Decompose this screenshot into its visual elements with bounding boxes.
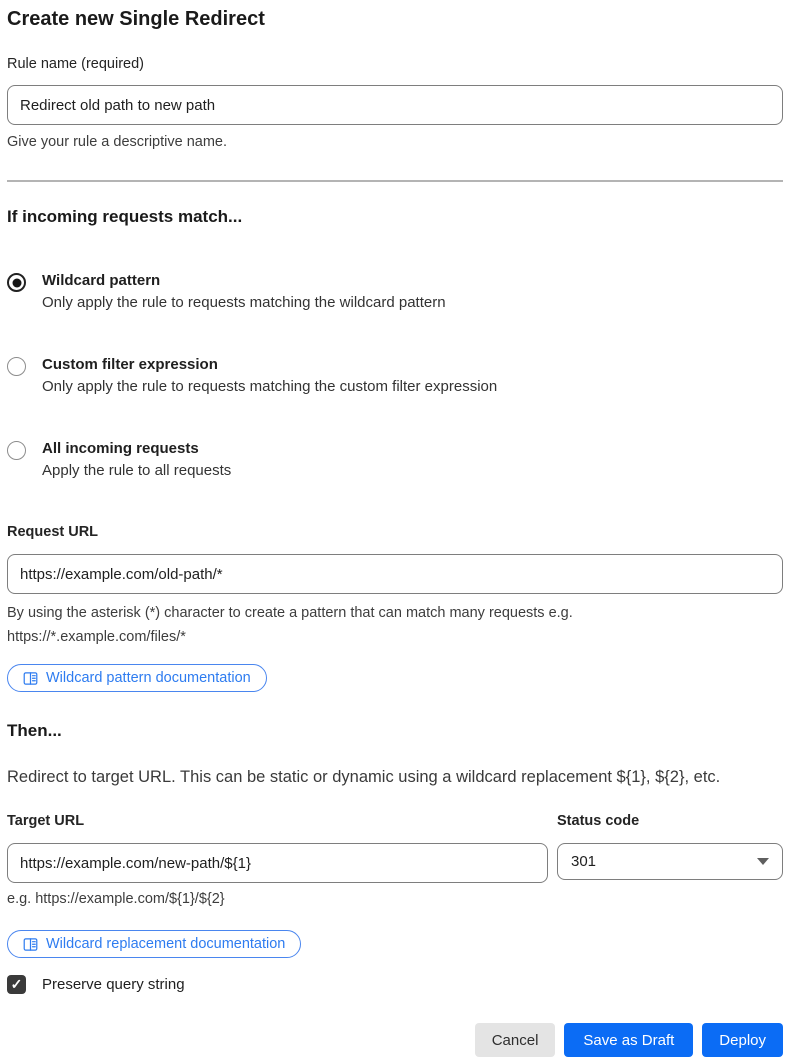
- radio-option-label: All incoming requests: [42, 440, 199, 457]
- footer-actions: [7, 1023, 783, 1057]
- radio-option-texts: [42, 439, 231, 483]
- cancel-button[interactable]: Cancel: [475, 1023, 556, 1057]
- rule-name-label: Rule name (required): [7, 56, 145, 72]
- open-book-icon: [23, 671, 38, 686]
- then-section-description: Redirect to target URL. This can be static or dynamic using a wildcard replacement ${1}, ${2}, etc.: [7, 768, 721, 786]
- target-url-help-text: e.g. https://example.com/${1}/${2}: [7, 891, 225, 907]
- radio-option-texts: [42, 355, 497, 399]
- wildcard-pattern-docs-label: Wildcard pattern documentation: [46, 670, 251, 686]
- save-as-draft-button[interactable]: Save as Draft: [564, 1023, 693, 1057]
- radio-option-description: Only apply the rule to requests matching the custom filter expression: [42, 378, 498, 395]
- match-section-heading: If incoming requests match...: [7, 207, 243, 226]
- wildcard-pattern-docs-button[interactable]: [7, 664, 267, 692]
- status-code-select[interactable]: [557, 843, 783, 880]
- wildcard-replacement-docs-label: Wildcard replacement documentation: [46, 936, 286, 952]
- match-type-radio-group: [7, 271, 783, 483]
- radio-option-texts: [42, 271, 446, 315]
- radio-option-custom-filter-expression[interactable]: [7, 355, 783, 399]
- wildcard-replacement-docs-button[interactable]: [7, 930, 301, 958]
- dropdown-arrow-icon: [757, 858, 769, 865]
- request-url-help-line1: By using the asterisk (*) character to create a pattern that can match many requests e.g.: [7, 605, 573, 621]
- target-url-input[interactable]: [7, 843, 548, 883]
- checkbox-checked-icon[interactable]: ✓: [7, 975, 26, 994]
- radio-option-wildcard-pattern[interactable]: [7, 271, 783, 315]
- radio-option-label: Custom filter expression: [42, 356, 218, 373]
- radio-unselected-icon[interactable]: [7, 357, 26, 376]
- rule-name-help-text: Give your rule a descriptive name.: [7, 134, 228, 150]
- section-divider: [7, 180, 783, 182]
- rule-name-input[interactable]: [7, 85, 783, 125]
- page-title: Create new Single Redirect: [7, 8, 265, 30]
- radio-option-label: Wildcard pattern: [42, 272, 161, 289]
- deploy-button[interactable]: Deploy: [702, 1023, 783, 1057]
- radio-selected-icon[interactable]: [7, 273, 26, 292]
- radio-option-all-incoming-requests[interactable]: [7, 439, 783, 483]
- target-url-column: [7, 812, 548, 883]
- preserve-query-string-row[interactable]: [7, 975, 783, 994]
- request-url-help-text: [7, 601, 783, 649]
- then-section-heading: Then...: [7, 721, 62, 740]
- radio-unselected-icon[interactable]: [7, 441, 26, 460]
- open-book-icon: [23, 937, 38, 952]
- radio-option-description: Apply the rule to all requests: [42, 462, 232, 479]
- status-code-column: [557, 812, 783, 883]
- radio-option-description: Only apply the rule to requests matching the wildcard pattern: [42, 294, 446, 311]
- status-code-label: Status code: [557, 813, 640, 829]
- target-row: [7, 812, 783, 883]
- preserve-query-string-label: Preserve query string: [42, 976, 185, 993]
- request-url-input[interactable]: [7, 554, 783, 594]
- status-code-value: 301: [571, 853, 597, 870]
- target-url-label: Target URL: [7, 813, 85, 829]
- request-url-label: Request URL: [7, 524, 99, 540]
- request-url-help-line2: https://*.example.com/files/*: [7, 629, 186, 645]
